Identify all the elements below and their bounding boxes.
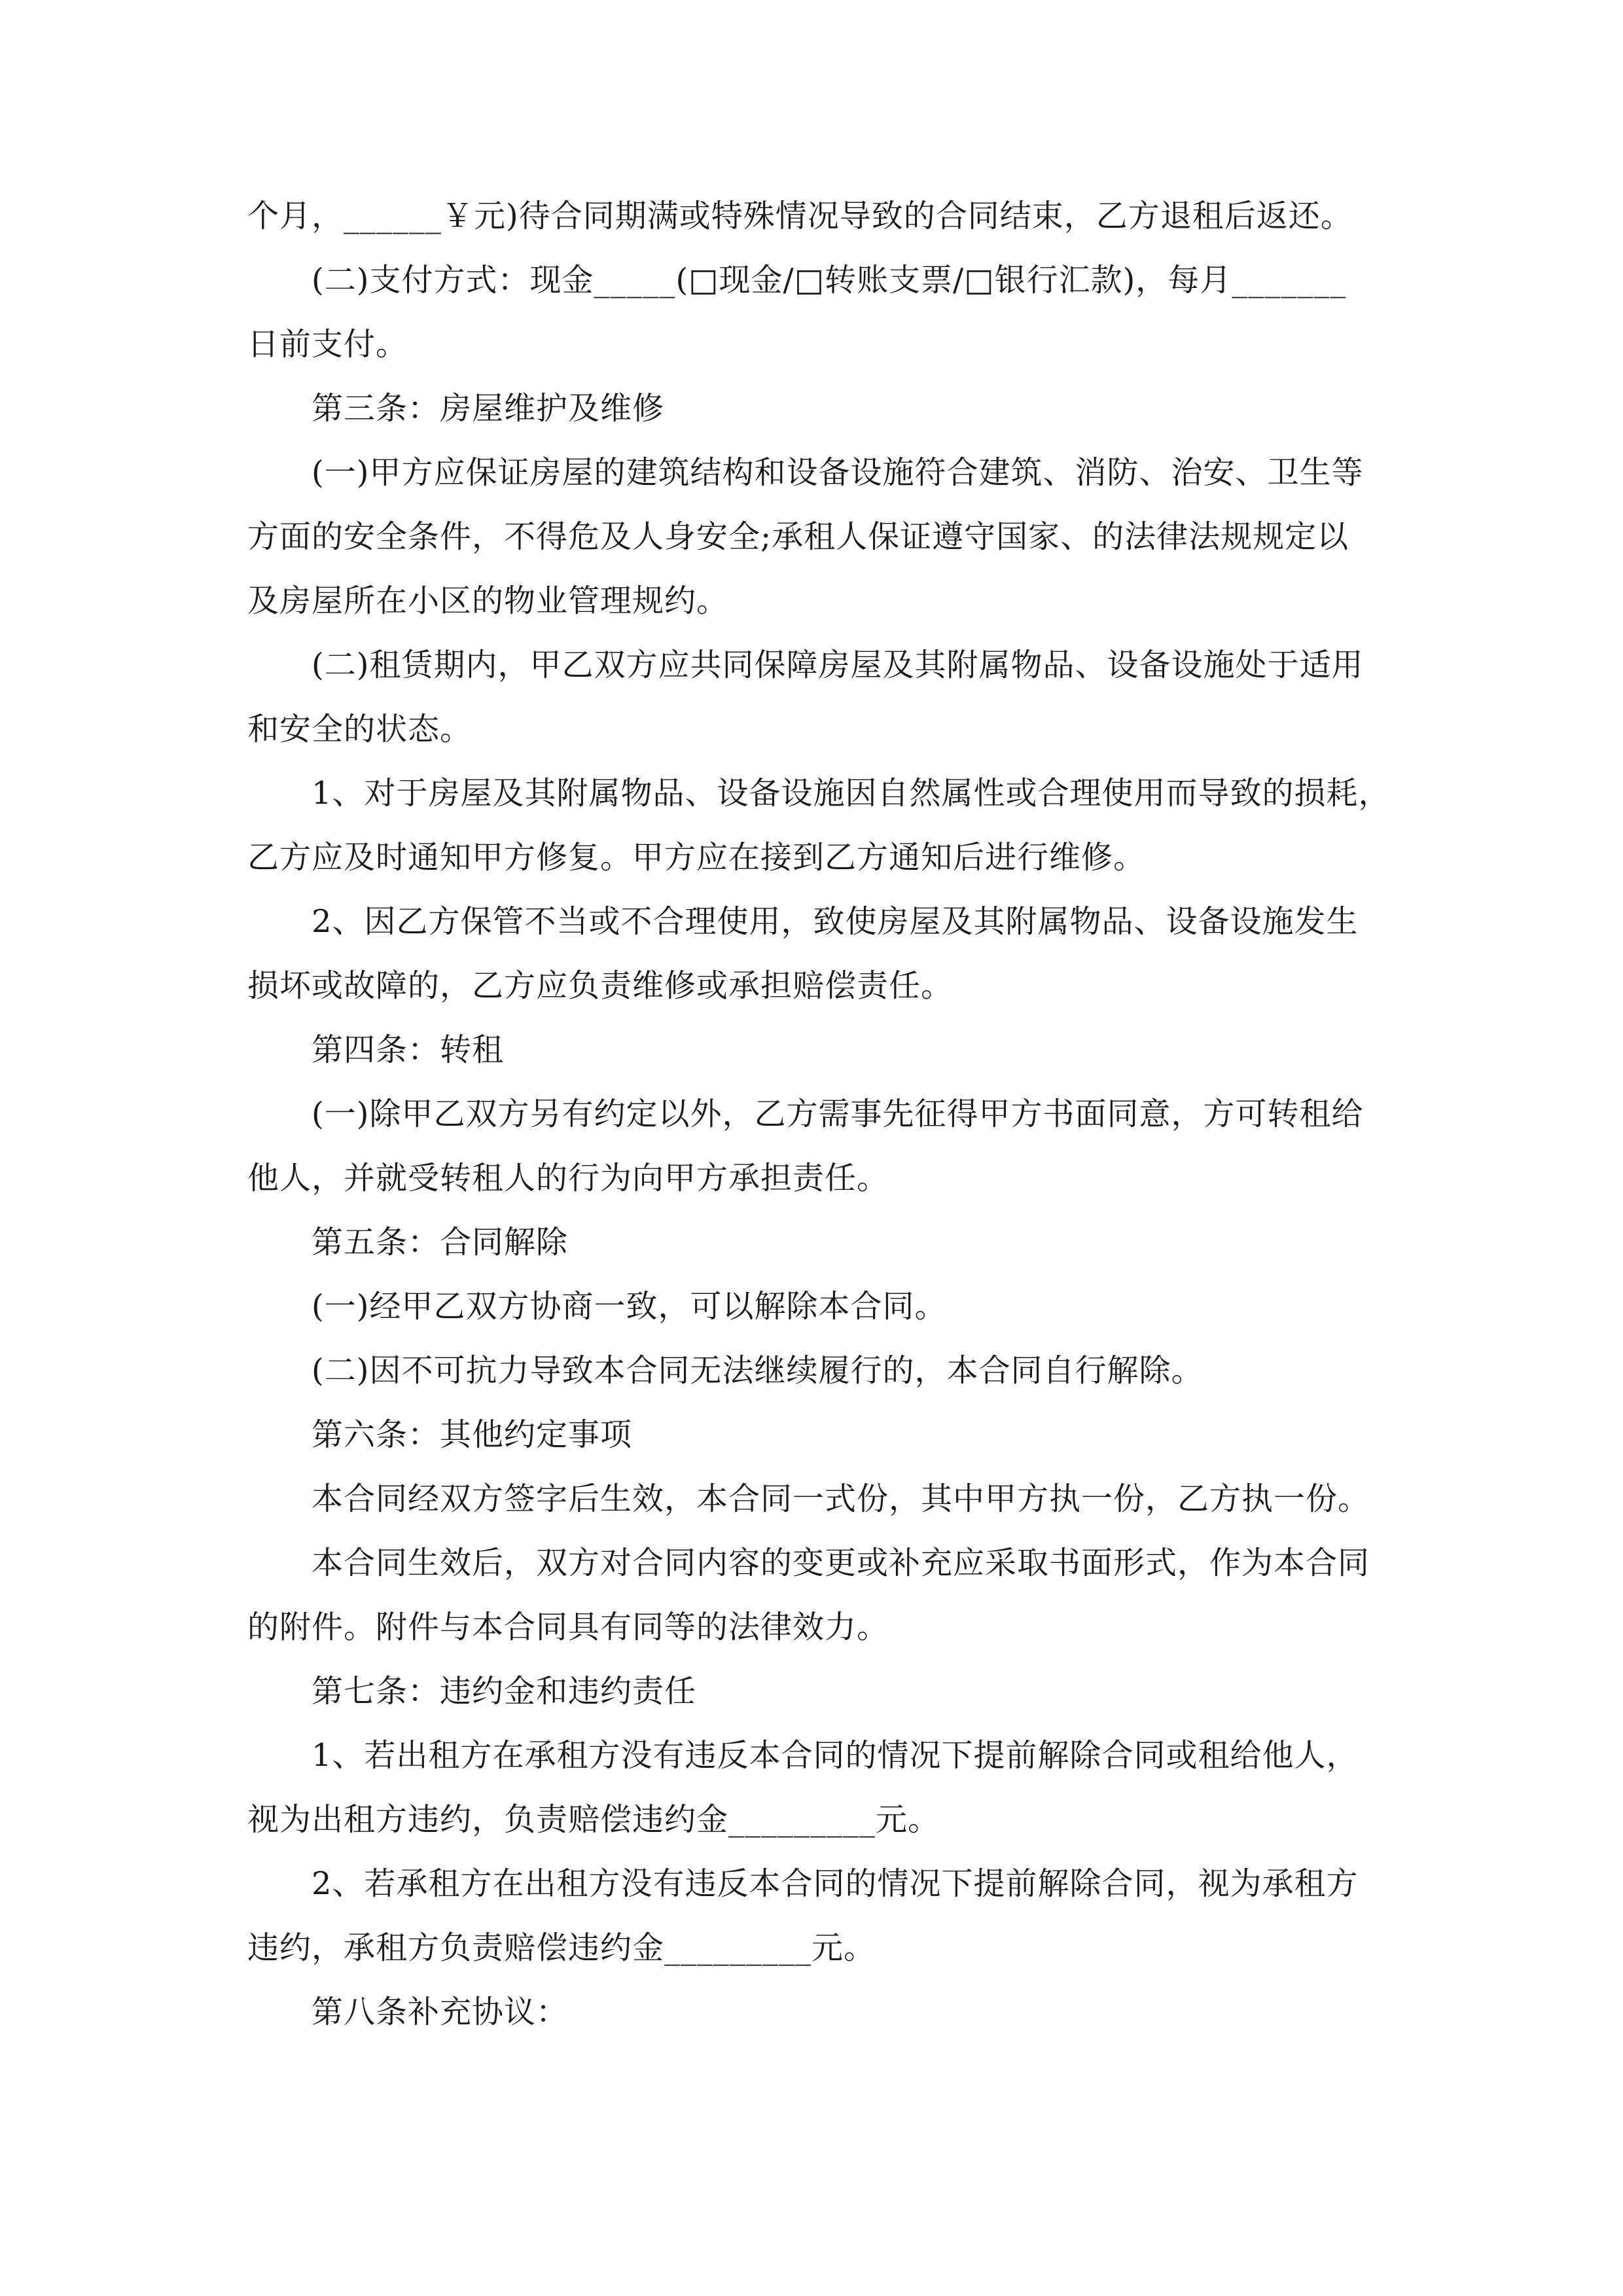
text-line: 1、若出租方在承租方没有违反本合同的情况下提前解除合同或租给他人， [312,1737,1359,1774]
section-heading: 第四条：转租 [312,1031,505,1068]
text-line: 的附件。附件与本合同具有同等的法律效力。 [247,1609,889,1645]
text-line: 视为出租方违约，负责赔偿违约金_________元。 [247,1801,940,1838]
text-line: 2、因乙方保管不当或不合理使用，致使房屋及其附属物品、设备设施发生 [312,903,1359,940]
text-line: (一)甲方应保证房屋的建筑结构和设备设施符合建筑、消防、治安、卫生等 [312,454,1364,491]
text-line: 乙方应及时通知甲方修复。甲方应在接到乙方通知后进行维修。 [247,839,1146,876]
text-line: 个月，______￥元)待合同期满或特殊情况导致的合同结束，乙方退租后返还。 [247,198,1353,234]
section-heading: 第六条：其他约定事项 [312,1416,633,1453]
text-line: 及房屋所在小区的物业管理规约。 [247,583,729,619]
text-line: 本合同生效后，双方对合同内容的变更或补充应采取书面形式，作为本合同 [312,1545,1370,1581]
text-line: (二)租赁期内，甲乙双方应共同保障房屋及其附属物品、设备设施处于适用 [312,647,1364,683]
text-line: 2、若承租方在出租方没有违反本合同的情况下提前解除合同，视为承租方 [312,1865,1359,1902]
text-line: 违约，承租方负责赔偿违约金_________元。 [247,1929,876,1966]
text-line: 日前支付。 [247,326,408,363]
section-heading: 第五条：合同解除 [312,1224,569,1261]
text-line: 本合同经双方签字后生效，本合同一式份，其中甲方执一份，乙方执一份。 [312,1480,1370,1517]
text-line: 方面的安全条件，不得危及人身安全;承租人保证遵守国家、的法律法规规定以 [247,518,1349,555]
section-heading: 第七条：违约金和违约责任 [312,1673,697,1710]
text-line: 损坏或故障的，乙方应负责维修或承担赔偿责任。 [247,967,954,1004]
text-line: 他人，并就受转租人的行为向甲方承担责任。 [247,1160,889,1196]
section-heading: 第八条补充协议： [312,1994,569,2030]
section-heading: 第三条：房屋维护及维修 [312,390,665,427]
text-line: 和安全的状态。 [247,711,473,747]
text-line: (二)支付方式：现金_____(□现金/□转账支票/□银行汇款)，每月_______ [312,262,1347,298]
text-line: (一)除甲乙双方另有约定以外，乙方需事先征得甲方书面同意，方可转租给 [312,1096,1364,1132]
text-line: 1、对于房屋及其附属物品、设备设施因自然属性或合理使用而导致的损耗， [312,775,1391,812]
text-line: (二)因不可抗力导致本合同无法继续履行的，本合同自行解除。 [312,1352,1204,1389]
text-line: (一)经甲乙双方协商一致，可以解除本合同。 [312,1288,947,1325]
